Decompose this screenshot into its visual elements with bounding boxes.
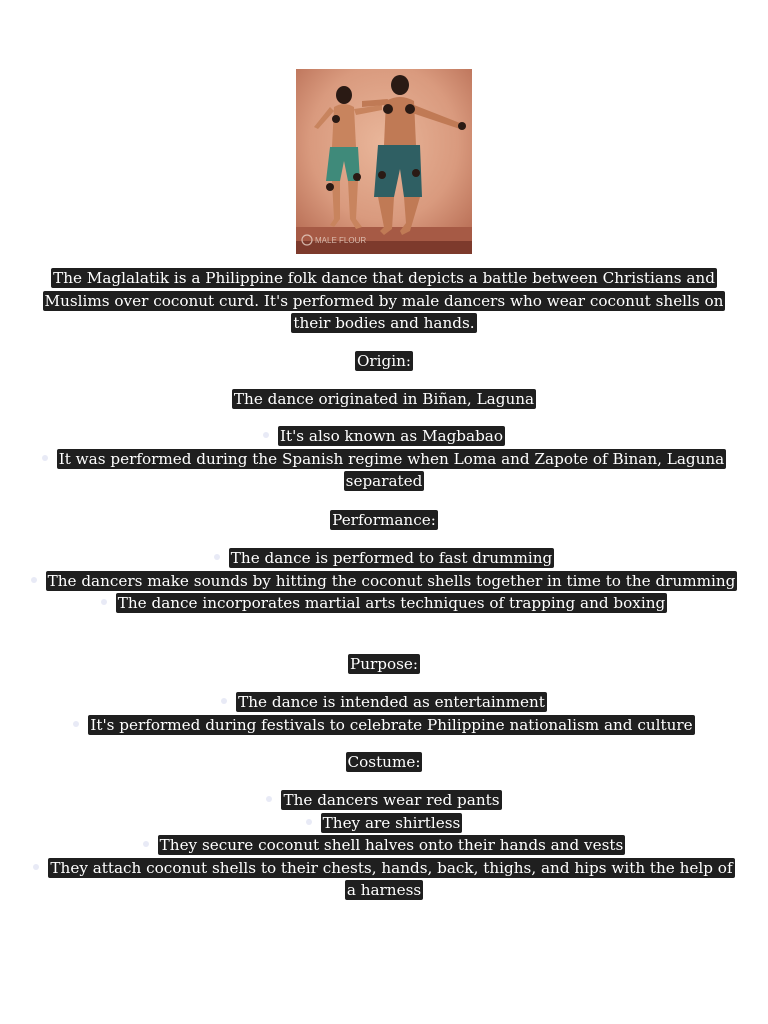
bullet-icon: [73, 721, 79, 727]
list-item-text: They secure coconut shell halves onto their hands and vests: [159, 836, 624, 855]
bullet-icon: [263, 432, 269, 438]
bullet-icon: [42, 455, 48, 461]
bullet-icon: [101, 599, 107, 605]
list-item-text: The dance incorporates martial arts techniques of trapping and boxing: [117, 594, 666, 613]
origin-heading: [30, 350, 738, 373]
performance-heading-text: Performance:: [332, 511, 436, 529]
purpose-heading: [30, 653, 738, 676]
bullet-icon: [33, 864, 39, 870]
performance-heading: [30, 509, 738, 532]
list-item: [30, 448, 738, 493]
list-item-text: It was performed during the Spanish regime when Loma and Zapote of Binan, Laguna separated: [58, 449, 725, 491]
list-item: [30, 714, 738, 737]
list-item: [30, 812, 738, 835]
list-item: [30, 834, 738, 857]
costume-list: [30, 789, 738, 902]
list-item: [30, 570, 738, 593]
list-item-text: The dancers wear red pants: [283, 791, 500, 809]
list-item-text: It's performed during festivals to celebrate Philippine nationalism and culture: [90, 715, 693, 734]
bullet-icon: [143, 841, 149, 847]
bullet-icon: [214, 554, 220, 560]
list-item: [30, 691, 738, 714]
bullet-icon: [306, 819, 312, 825]
list-item: [30, 789, 738, 812]
dancers-photo: [296, 69, 472, 254]
list-item-text: The dance is performed to fast drumming: [230, 549, 553, 567]
bullet-icon: [221, 698, 227, 704]
list-item-text: The dancers make sounds by hitting the coconut shells together in time to the drumming: [47, 571, 736, 590]
list-item: [30, 547, 738, 570]
list-item-text: The dance is intended as entertainment: [238, 693, 545, 711]
costume-heading-text: Costume:: [347, 753, 421, 771]
list-item-text: They attach coconut shells to their chests, hands, back, thighs, and hips with the help of a harness: [50, 858, 733, 900]
photo-watermark: MALE FLOUR: [315, 236, 367, 245]
origin-heading-text: Origin:: [356, 352, 412, 370]
bullet-icon: [266, 796, 272, 802]
origin-lead: [30, 388, 738, 411]
intro-text: The Maglalatik is a Philippine folk dance that depicts a battle between Christians and Muslims over coconut curd. It's performed by male dancers who wear coconut shells on their bodies and hands.: [44, 269, 724, 333]
list-item: [30, 857, 738, 902]
intro-paragraph: [30, 267, 738, 335]
list-item: [30, 425, 738, 448]
performance-list: [30, 547, 738, 615]
purpose-list: [30, 691, 738, 736]
purpose-heading-text: Purpose:: [349, 655, 419, 673]
origin-list: [30, 425, 738, 493]
origin-lead-text: The dance originated in Biñan, Laguna: [233, 390, 535, 408]
bullet-icon: [31, 577, 37, 583]
list-item-text: They are shirtless: [322, 813, 461, 832]
costume-heading: [30, 751, 738, 774]
list-item-text: It's also known as Magbabao: [279, 427, 503, 445]
list-item: [30, 592, 738, 615]
